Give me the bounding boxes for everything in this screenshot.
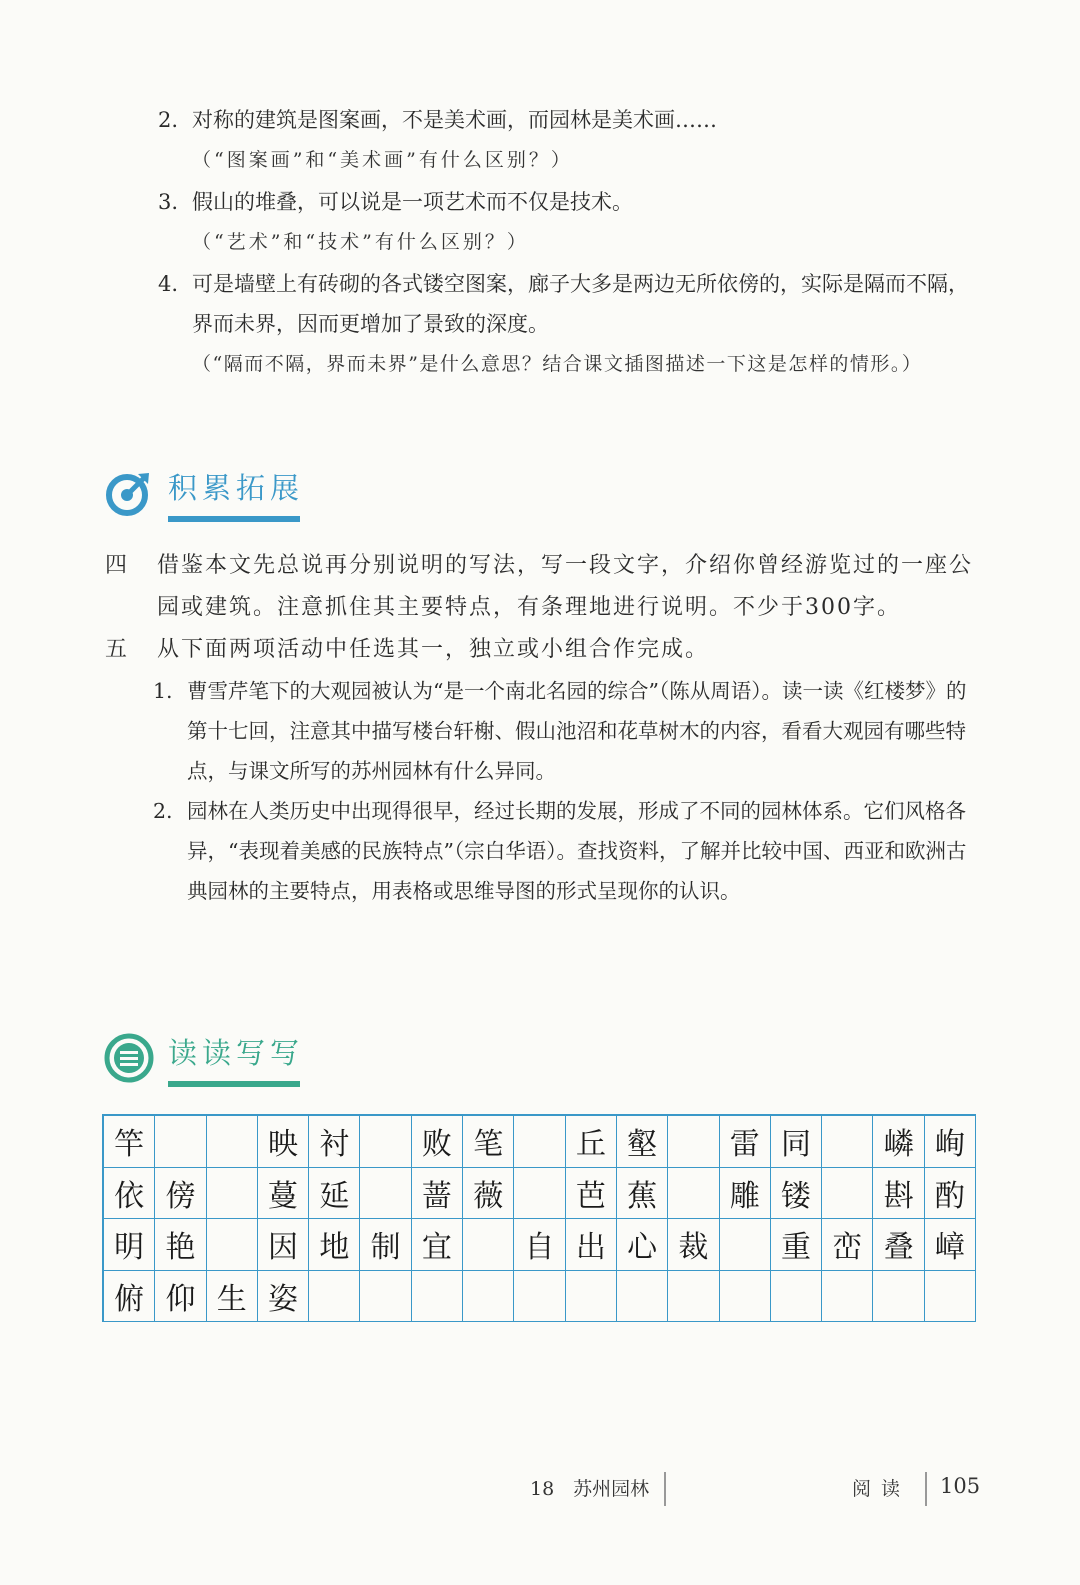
activity-item [153,791,985,911]
grid-cell [822,1116,873,1168]
activity-text: 园林在人类历史中出现得很早，经过长期的发展，形成了不同的园林体系。它们风格各异，“表现着美感的民族特点”（宗白华语）。查找资料，了解并比较中国、西亚和欧洲古典园林的主要特点，用表格或思维导图的形式呈现你的认识。 [187,799,967,903]
grid-cell: 自 [514,1219,565,1271]
grid-cell: 延 [309,1168,360,1220]
question-text: 可是墙壁上有砖砌的各式镂空图案，廊子大多是两边无所依傍的，实际是隔而不隔，界而未界，因而更增加了景致的深度。 [192,272,969,336]
grid-cell: 蔷 [412,1168,463,1220]
section-title: 积累拓展 [168,471,305,505]
page-number: 105 [940,1474,981,1498]
grid-cell: 败 [412,1116,463,1168]
grid-cell: 裁 [668,1219,719,1271]
grid-cell [207,1116,258,1168]
grid-cell [360,1271,411,1323]
list-icon [104,1033,154,1083]
grid-cell: 叠 [873,1219,924,1271]
grid-cell: 宜 [412,1219,463,1271]
question-item [158,182,988,222]
exercise-block [105,545,985,911]
section-read-write [104,1033,304,1087]
exercise-text: 从下面两项活动中任选其一，独立或小组合作完成。 [157,637,710,662]
grid-cell: 雕 [720,1168,771,1220]
exercise-item [105,545,985,629]
grid-cell: 嶙 [873,1116,924,1168]
question-hint: （“隔而不隔，界而未界”是什么意思？结合课文插图描述一下这是怎样的情形。） [192,353,923,375]
grid-cell: 蕉 [617,1168,668,1220]
grid-cell: 制 [360,1219,411,1271]
grid-cell [309,1271,360,1323]
grid-cell [514,1168,565,1220]
grid-cell [720,1271,771,1323]
grid-cell [668,1271,719,1323]
question-item [158,264,988,344]
grid-cell [514,1116,565,1168]
exercise-text: 借鉴本文先总说再分别说明的写法，写一段文字，介绍你曾经游览过的一座公园或建筑。注意抓住其主要特点，有条理地进行说明。不少于300字。 [157,553,974,620]
grid-cell [668,1116,719,1168]
grid-cell: 壑 [617,1116,668,1168]
vocabulary-grid [102,1114,976,1322]
grid-cell: 竿 [104,1116,155,1168]
grid-cell: 出 [566,1219,617,1271]
question-number: 2. [158,108,179,132]
activity-number: 1. [153,679,173,703]
grid-cell: 映 [258,1116,309,1168]
grid-cell [822,1168,873,1220]
grid-cell: 蔓 [258,1168,309,1220]
grid-cell [873,1271,924,1323]
grid-cell [617,1271,668,1323]
grid-cell [822,1271,873,1323]
grid-cell [668,1168,719,1220]
grid-cell [207,1219,258,1271]
grid-cell: 生 [207,1271,258,1323]
footer-unit: 阅读 [852,1478,911,1500]
grid-cell: 斟 [873,1168,924,1220]
grid-cell: 傍 [155,1168,206,1220]
grid-cell [566,1271,617,1323]
grid-cell: 雷 [720,1116,771,1168]
section-accumulate-extend [104,468,304,522]
grid-cell: 嶂 [925,1219,976,1271]
grid-cell: 地 [309,1219,360,1271]
grid-cell [207,1168,258,1220]
grid-cell: 酌 [925,1168,976,1220]
exercise-number: 五 [105,637,128,662]
grid-cell: 镂 [771,1168,822,1220]
section-title: 读读写写 [168,1036,305,1070]
grid-cell: 同 [771,1116,822,1168]
exercise-number: 四 [105,553,128,578]
activity-number: 2. [153,799,173,823]
grid-cell: 俯 [104,1271,155,1323]
grid-cell: 因 [258,1219,309,1271]
grid-cell [412,1271,463,1323]
question-text: 假山的堆叠，可以说是一项艺术而不仅是技术。 [192,190,633,214]
grid-cell: 峦 [822,1219,873,1271]
question-number: 3. [158,190,179,214]
grid-cell [463,1271,514,1323]
activity-item [153,671,985,791]
grid-cell: 仰 [155,1271,206,1323]
question-list [158,100,988,386]
grid-cell [514,1271,565,1323]
section-underline [168,1081,300,1087]
grid-cell: 心 [617,1219,668,1271]
grid-cell: 衬 [309,1116,360,1168]
footer-divider [664,1472,666,1506]
footer-lesson: 18 苏州园林 [530,1478,650,1500]
grid-cell: 薇 [463,1168,514,1220]
question-number: 4. [158,272,179,296]
grid-cell [360,1168,411,1220]
grid-cell: 姿 [258,1271,309,1323]
grid-cell [155,1116,206,1168]
grid-cell: 明 [104,1219,155,1271]
grid-cell: 丘 [566,1116,617,1168]
grid-cell [925,1271,976,1323]
footer-divider [925,1472,927,1506]
grid-cell [720,1219,771,1271]
grid-cell: 笔 [463,1116,514,1168]
grid-cell: 艳 [155,1219,206,1271]
section-underline [168,516,300,522]
grid-cell: 芭 [566,1168,617,1220]
grid-cell [463,1219,514,1271]
circular-arrow-icon [104,468,154,518]
question-text: 对称的建筑是图案画，不是美术画，而园林是美术画…… [192,108,717,132]
grid-cell: 重 [771,1219,822,1271]
question-hint: （“艺术”和“技术”有什么区别？） [192,231,529,253]
question-item [158,100,988,140]
grid-cell [360,1116,411,1168]
grid-cell [771,1271,822,1323]
question-hint: （“图案画”和“美术画”有什么区别？） [192,149,573,171]
grid-cell: 依 [104,1168,155,1220]
activity-text: 曹雪芹笔下的大观园被认为“是一个南北名园的综合”（陈从周语）。读一读《红楼梦》的第十七回，注意其中描写楼台轩榭、假山池沼和花草树木的内容，看看大观园有哪些特点，与课文所写的苏州园林有什么异同。 [187,679,967,783]
grid-cell: 峋 [925,1116,976,1168]
exercise-item [105,629,985,671]
